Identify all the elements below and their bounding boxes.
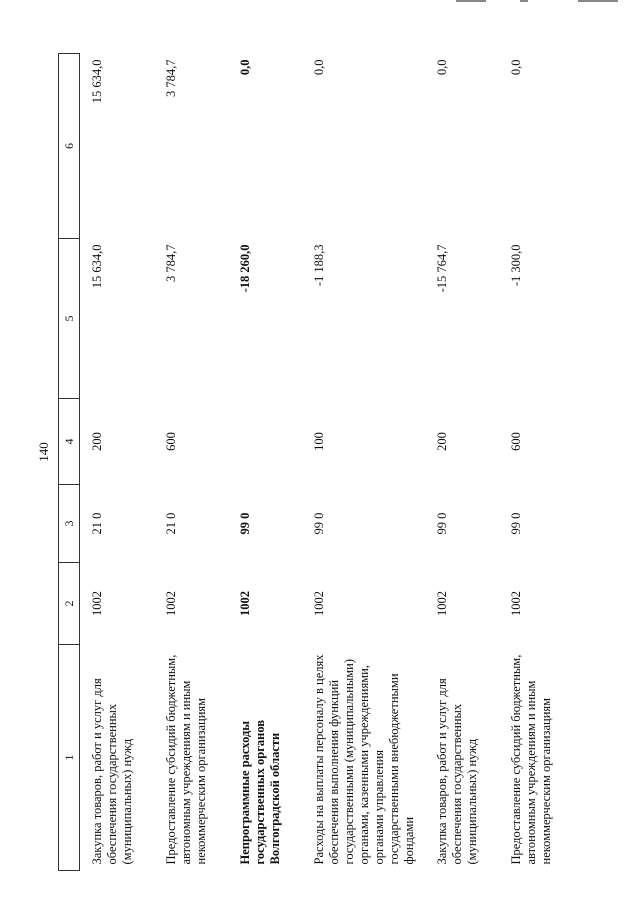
section-code: 1002 [311,591,326,616]
table-row [80,54,154,871]
expense-type: 200 [90,432,104,451]
page-number: 140 [36,442,51,462]
amount-total: 3 784,7 [163,59,178,97]
amount-total: 0,0 [508,59,523,76]
expense-type [228,399,302,485]
target-article: 21 0 [90,512,104,535]
expense-name: Предоставление субсидий бюджетным, автономным учреждениям и иным некоммерческим организациям [508,654,553,865]
section-code: 1002 [508,591,523,616]
amount-change: 3 784,7 [163,244,178,282]
amount-total: 0,0 [237,59,252,76]
expense-name: Закупка товаров, работ и услуг для обеспечения государственных (муниципальных) нужд [90,678,134,865]
column-header: 2 [59,563,80,645]
expense-name: Непрограммные расходы государственных органов Волгоградской области [237,719,282,865]
amount-change: -1 300,0 [508,244,523,287]
expense-type: 100 [311,432,326,451]
table-row [499,54,569,871]
target-article: 99 0 [237,512,252,535]
column-header: 4 [59,399,80,485]
target-article: 99 0 [508,512,523,535]
amount-total: 0,0 [311,59,326,76]
amount-total: 0,0 [434,59,449,76]
amount-change: -18 260,0 [237,244,252,293]
section-code: 1002 [90,591,104,616]
expense-type: 600 [508,432,523,451]
expense-name: Расходы на выплаты персоналу в целях обеспечения выполнения функций государственными (муниципальными) органами, казенными учреждениями, органами управления государственными внебюджетными фондами [311,654,416,865]
expense-name: Закупка товаров, работ и услуг для обеспечения государственных (муниципальных) нужд [434,678,479,865]
budget-table [58,53,569,871]
expense-name: Предоставление субсидий бюджетным, автономным учреждениям и иным некоммерческим организациям [163,654,208,865]
section-code: 1002 [434,591,449,616]
expense-type: 600 [163,432,178,451]
table-row [228,54,302,871]
expense-type: 200 [434,432,449,451]
column-header: 5 [59,239,80,399]
column-header: 3 [59,485,80,563]
column-header: 1 [59,645,80,871]
table-row [425,54,499,871]
section-code: 1002 [163,591,178,616]
table-row [302,54,425,871]
column-header: 6 [59,54,80,239]
amount-change: -15 764,7 [434,244,449,293]
target-article: 99 0 [311,512,326,535]
section-code: 1002 [237,591,252,616]
amount-change: -1 188,3 [311,244,326,287]
table-row [154,54,228,871]
target-article: 21 0 [163,512,178,535]
target-article: 99 0 [434,512,449,535]
header-row [59,54,80,871]
amount-total: 15 634,0 [90,59,104,104]
amount-change: 15 634,0 [90,244,104,289]
